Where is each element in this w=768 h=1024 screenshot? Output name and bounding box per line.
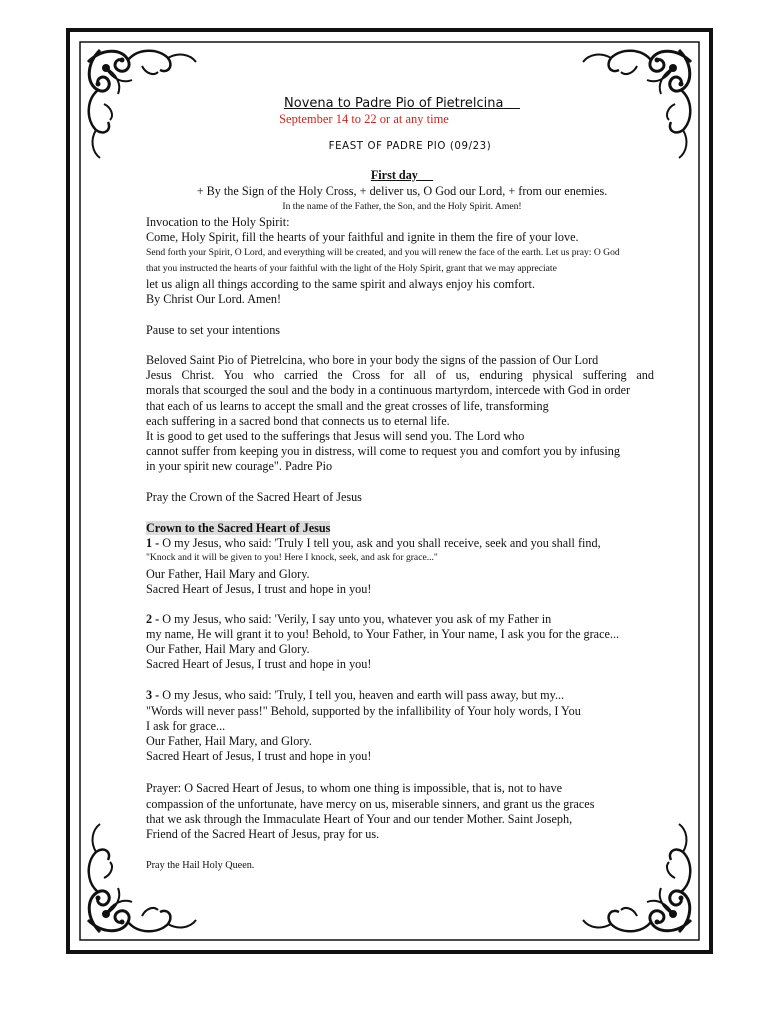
in-the-name: In the name of the Father, the Son, and the Holy Spirit. Amen! xyxy=(282,201,522,212)
crown-item-2-line-3: Our Father, Hail Mary and Glory. xyxy=(146,642,310,656)
crown-item-3-line-3: I ask for grace... xyxy=(146,719,226,733)
pio-prayer-line-8: in your spirit new courage". Padre Pio xyxy=(146,459,333,473)
crown-item-2-line-2: my name, He will grant it to you! Behold, to Your Father, in Your name, I ask you for the grace... xyxy=(146,627,620,641)
pio-prayer-line-3: morals that scourged the soul and the body in a continuous martyrdom, intercede with God in order xyxy=(146,383,631,397)
crown-item-3-line-4: Our Father, Hail Mary, and Glory. xyxy=(146,734,312,748)
sign-of-cross: + By the Sign of the Holy Cross, + deliver us, O God our Lord, + from our enemies. xyxy=(196,184,608,198)
crown-item-1-line-1: 1 - O my Jesus, who said: 'Truly I tell you, ask and you shall receive, seek and you shall find, xyxy=(146,536,601,550)
pio-prayer-line-4: that each of us learns to accept the small and the great crosses of life, transforming xyxy=(146,399,549,413)
closing-prayer-line-4: Friend of the Sacred Heart of Jesus, pray for us. xyxy=(146,827,380,841)
invocation-line-5: By Christ Our Lord. Amen! xyxy=(146,292,282,306)
pio-prayer-line-2: Jesus Christ. You who carried the Cross for all of us, enduring physical suffering and xyxy=(146,368,654,382)
crown-item-2-line-1: 2 - O my Jesus, who said: 'Verily, I say unto you, whatever you ask of my Father in xyxy=(146,612,552,626)
pio-prayer-line-1: Beloved Saint Pio of Pietrelcina, who bore in your body the signs of the passion of Our Lord xyxy=(146,353,599,367)
crown-item-1-line-2: "Knock and it will be given to you! Here I knock, seek, and ask for grace..." xyxy=(146,552,438,563)
closing-prayer-line-2: compassion of the unfortunate, have mercy on us, miserable sinners, and grant us the graces xyxy=(146,797,595,811)
crown-item-3-line-1: 3 - O my Jesus, who said: 'Truly, I tell you, heaven and earth will pass away, but my... xyxy=(146,688,565,702)
invocation-line-1: Come, Holy Spirit, fill the hearts of your faithful and ignite in them the fire of your love. xyxy=(146,230,579,244)
crown-item-3-line-5: Sacred Heart of Jesus, I trust and hope in you! xyxy=(146,749,372,763)
novena-dates: September 14 to 22 or at any time xyxy=(279,112,449,126)
pio-prayer-line-7: cannot suffer from keeping you in distress, will come to request you and comfort you by infusing xyxy=(146,444,620,458)
invocation-line-4: let us align all things according to the same spirit and always enjoy his comfort. xyxy=(146,277,535,291)
invocation-label: Invocation to the Holy Spirit: xyxy=(146,215,290,229)
final-instruction: Pray the Hail Holy Queen. xyxy=(146,860,255,871)
crown-item-1-line-3: Our Father, Hail Mary and Glory. xyxy=(146,567,310,581)
day-heading: First day xyxy=(370,168,418,182)
crown-item-3-line-2: "Words will never pass!" Behold, supported by the infallibility of Your holy words, I You xyxy=(146,704,581,718)
pause-text: Pause to set your intentions xyxy=(146,323,281,337)
feast-line: FEAST OF PADRE PIO (09/23) xyxy=(328,141,492,152)
pray-crown-text: Pray the Crown of the Sacred Heart of Jesus xyxy=(146,490,362,504)
invocation-line-3: that you instructed the hearts of your faithful with the light of the Holy Spirit, grant that we may appreciate xyxy=(146,263,557,274)
document-title: Novena to Padre Pio of Pietrelcina xyxy=(284,96,504,111)
crown-item-1-line-4: Sacred Heart of Jesus, I trust and hope in you! xyxy=(146,582,372,596)
crown-heading: Crown to the Sacred Heart of Jesus xyxy=(146,521,331,535)
corner-flourish-bottom-right xyxy=(583,824,691,932)
closing-prayer-line-1: Prayer: O Sacred Heart of Jesus, to whom one thing is impossible, that is, not to have xyxy=(146,781,562,795)
invocation-line-2: Send forth your Spirit, O Lord, and everything will be created, and you will renew the face of the earth. Let us pray: O God xyxy=(146,247,620,258)
pio-prayer-line-6: It is good to get used to the sufferings that Jesus will send you. The Lord who xyxy=(146,429,525,443)
closing-prayer-line-3: that we ask through the Immaculate Heart of Your and our tender Mother. Saint Joseph, xyxy=(146,812,573,826)
crown-item-2-line-4: Sacred Heart of Jesus, I trust and hope in you! xyxy=(146,657,372,671)
pio-prayer-line-5: each suffering in a sacred bond that connects us to eternal life. xyxy=(146,414,450,428)
